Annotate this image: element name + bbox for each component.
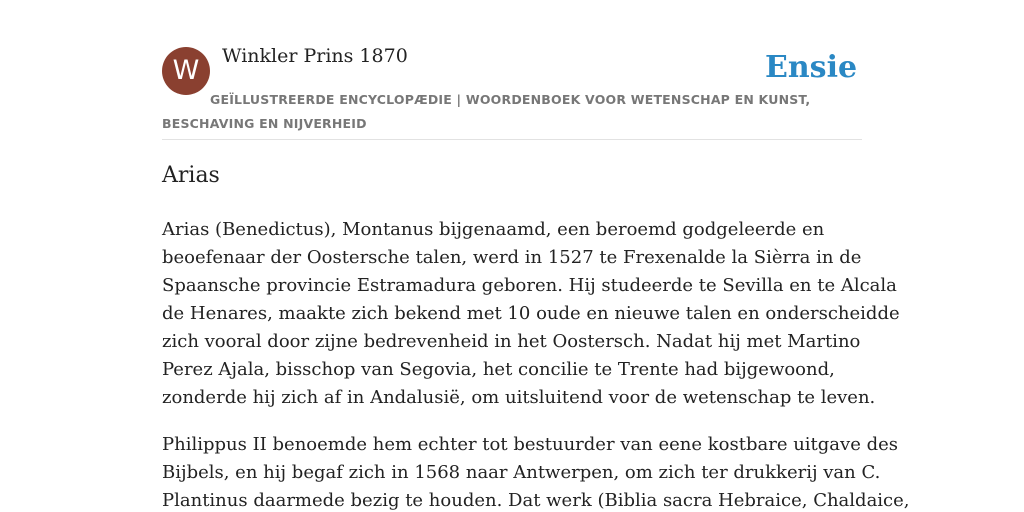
text-line: Philippus II benoemde hem echter tot bestuurder van eene kostbare uitgave des [162, 434, 898, 455]
paragraph [162, 216, 900, 412]
paragraph [162, 431, 910, 512]
header-divider [162, 139, 862, 140]
text-line: Plantinus daarmede bezig te houden. Dat werk (Biblia sacra Hebraice, Chaldaice, [162, 490, 910, 511]
source-subtitle: GEÏLLUSTREERDE ENCYCLOPÆDIE | WOORDENBOEK VOOR WETENSCHAP EN KUNST, BESCHAVING EN NIJVERHEID [162, 92, 811, 131]
text-line: Spaansche provincie Estramadura geboren. Hij studeerde te Sevilla en te Alcala [162, 275, 897, 296]
text-line: zich vooral door zijne bedrevenheid in het Oostersch. Nadat hij met Martino [162, 331, 861, 352]
text-line: Bijbels, en hij begaf zich in 1568 naar Antwerpen, om zich ter drukkerij van C. [162, 462, 881, 483]
article-body [162, 216, 910, 512]
text-line: zonderde hij zich af in Andalusië, om uitsluitend voor de wetenschap te leven. [162, 387, 876, 408]
text-line: de Henares, maakte zich bekend met 10 oude en nieuwe talen en onderscheidde [162, 303, 900, 324]
ensie-logo[interactable]: Ensie [765, 50, 858, 85]
text-line: Perez Ajala, bisschop van Segovia, het concilie te Trente had bijgewoond, [162, 359, 835, 380]
source-title-link[interactable]: Winkler Prins 1870 [222, 45, 408, 67]
source-avatar[interactable]: W [162, 47, 210, 95]
text-line: Arias (Benedictus), Montanus bijgenaamd, een beroemd godgeleerde en [162, 219, 825, 240]
entry-title: Arias [162, 163, 220, 188]
text-line: beoefenaar der Oostersche talen, werd in 1527 te Frexenalde la Sièrra in de [162, 247, 862, 268]
